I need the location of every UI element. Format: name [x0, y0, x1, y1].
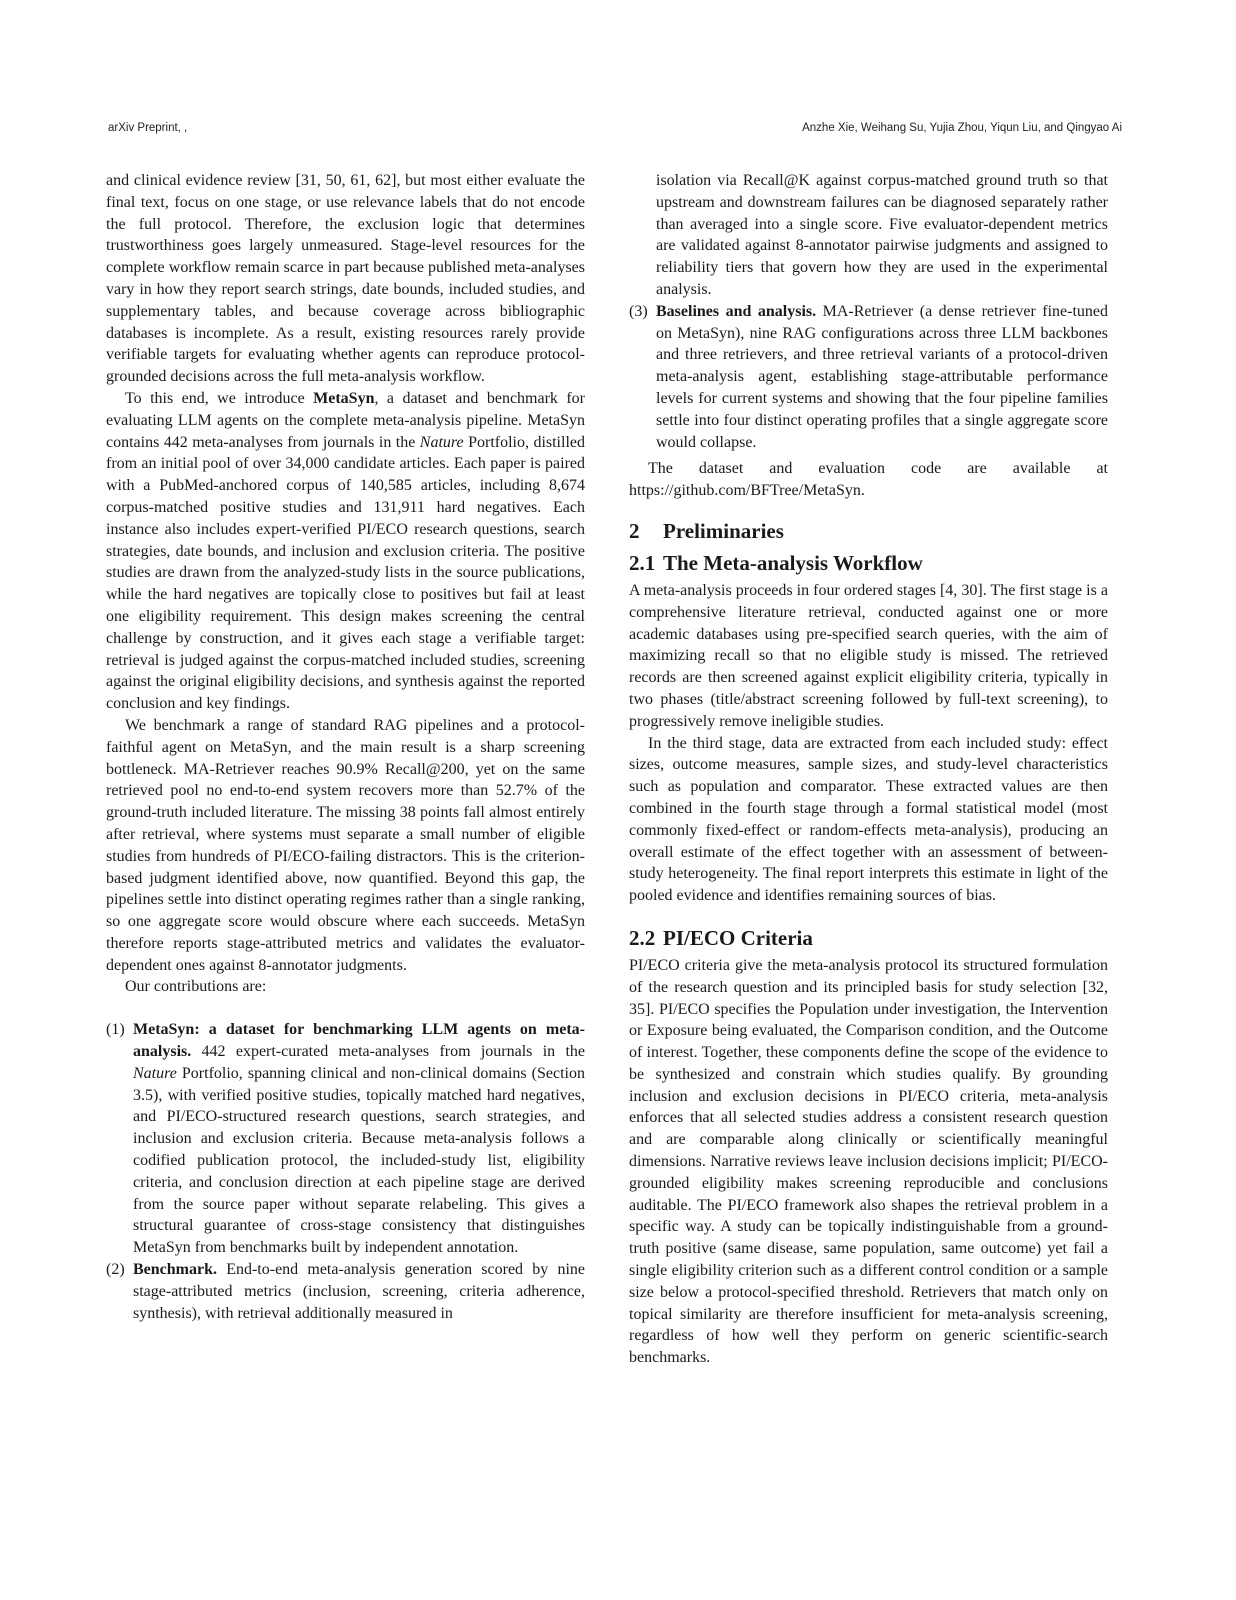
header-venue: arXiv Preprint, , [108, 122, 188, 134]
paragraph-workflow-2: In the third stage, data are extracted from each included study: effect sizes, outcome measures, sample sizes, and study-level characteristics such as population and comparator. These extracted values are then combined in the fourth stage through a formal statistical model (most commonly fixed-effect or random-effects meta-analysis), producing an overall estimate of the effect together with an assessment of between-study heterogeneity. The final report interprets this estimate in light of the pooled evidence and identifies remaining sources of bias. [629, 734, 1108, 905]
header-authors: Anzhe Xie, Weihang Su, Yujia Zhou, Yiqun Liu, and Qingyao Ai [802, 122, 1122, 134]
paragraph-metasyn-intro: To this end, we introduce MetaSyn, a dataset and benchmark for evaluating LLM agents on the complete meta-analysis pipeline. MetaSyn contains 442 meta-analyses from journals in the Nature Portfolio, distilled from an initial pool of over 34,000 candidate articles. Each paper is paired with a PubMed-anchored corpus of 140,585 articles, including 8,674 corpus-matched positive studies and 131,911 hard negatives. Each instance also includes expert-verified PI/ECO research questions, search strategies, date bounds, and inclusion and exclusion criteria. The positive studies are drawn from the analyzed-study lists in the source publications, while the hard negatives are topically close to positives but fail at least one eligibility requirement. This design makes screening the central challenge by construction, and it gives each stage a verifiable target: retrieval is judged against the corpus-matched included studies, screening against the original eligibility decisions, and synthesis against the reported conclusion and key findings. [106, 389, 586, 713]
right-column [629, 170, 1108, 1369]
running-header [108, 122, 1122, 140]
subsection-heading-pieco: 2.2 PI/ECO Criteria [629, 925, 813, 950]
paragraph-pieco: PI/ECO criteria give the meta-analysis protocol its structured formulation of the research question and its principled basis for study selection [32, 35]. PI/ECO specifies the Population under investigation, the Intervention or Exposure being evaluated, the Comparison condition, and the Outcome of interest. Together, these components define the scope of the evidence to be synthesized and constrain which studies qualify. By grounding inclusion and exclusion decisions in PI/ECO criteria, meta-analysis enforces that all selected studies address a consistent research question and are comparable along clinically or scientifically meaningful dimensions. Narrative reviews leave inclusion decisions implicit; PI/ECO-grounded eligibility makes screening reproducible and conclusions auditable. The PI/ECO framework also shapes the retrieval problem in a specific way. A study can be topically indistinguishable from a ground-truth positive (same disease, same population, same outcome) yet fail a single eligibility criterion such as a different control condition or a sample size below a protocol-specified threshold. Retrievers that match only on topical similarity are therefore insufficient for meta-analysis screening, regardless of how well they perform on generic scientific-search benchmarks. [629, 956, 1108, 1367]
journal-name: Nature [419, 433, 464, 451]
paragraph-workflow-1: A meta-analysis proceeds in four ordered stages [4, 30]. The first stage is a comprehensive literature retrieval, conducted against one or more academic databases using pre-specified search queries, with the aim of maximizing recall so that no eligible study is missed. The retrieved records are then screened against explicit eligibility criteria, typically in two phases (title/abstract screening followed by full-text screening), to progressively remove ineligible studies. [629, 581, 1108, 730]
contributions-list [106, 1019, 585, 1324]
subsection-heading-workflow: 2.1 The Meta-analysis Workflow [629, 550, 923, 575]
contributions-list-continued [629, 301, 1108, 454]
paragraph-intro-continued: and clinical evidence review [31, 50, 61, 62], but most either evaluate the final text, focus on one stage, or use relevance labels that do not encode the full protocol. Therefore, the exclusion logic that determines trustworthiness goes largely unmeasured. Stage-level resources for the complete workflow remain scarce in part because published meta-analyses vary in how they report search strings, date bounds, included studies, and supplementary tables, and because coverage across bibliographic databases is incomplete. As a result, existing resources rarely provide verifiable targets for evaluating whether agents can reproduce protocol-grounded decisions across the full meta-analysis workflow. [106, 172, 585, 386]
contribution-item-2: (2) Benchmark. End-to-end meta-analysis generation scored by nine stage-attributed metrics (inclusion, screening, criteria adherence, synthesis), with retrieval additionally measured in [106, 1261, 585, 1322]
section-heading-preliminaries: 2 Preliminaries [629, 518, 784, 543]
paragraph-benchmark-result: We benchmark a range of standard RAG pipelines and a protocol-faithful agent on MetaSyn, and the main result is a sharp screening bottleneck. MA-Retriever reaches 90.9% Recall@200, yet on the same retrieved pool no end-to-end system recovers more than 52.7% of the ground-truth included literature. The missing 38 points fall almost entirely after retrieval, where systems must separate a small number of eligible studies from hundreds of PI/ECO-failing distractors. This is the criterion-based judgment identified above, now quantified. Beyond this gap, the pipelines settle into distinct operating regimes rather than a single ranking, so one aggregate score would obscure where each succeeds. MetaSyn therefore reports stage-attributed metrics and validates the evaluator-dependent ones against 8-annotator judgments. [106, 716, 585, 974]
left-column [106, 170, 585, 1324]
paragraph-contributions-intro: Our contributions are: [125, 978, 267, 996]
contribution-item-1: (1) MetaSyn: a dataset for benchmarking LLM agents on meta-analysis. 442 expert-curated meta-analyses from journals in the Nature Portfolio, spanning clinical and non-clinical domains (Section 3.5), with verified positive studies, topically matched hard negatives, and PI/ECO-structured research questions, search strategies, and inclusion and exclusion criteria. Because meta-analysis follows a codified publication protocol, the included-study list, eligibility criteria, and conclusion direction at each pipeline stage are derived from the source paper without separate relabeling. This gives a structural guarantee of cross-stage consistency that distinguishes MetaSyn from benchmarks built by independent annotation. [106, 1021, 585, 1257]
contribution-item-3: (3) Baselines and analysis. MA-Retriever (a dense retriever fine-tuned on MetaSyn), nine RAG configurations across three LLM backbones and three retrievers, and three retrieval variants of a protocol-driven meta-analysis agent, establishing stage-attributable performance levels for current systems and showing that the four pipeline families settle into four distinct operating profiles that a single aggregate score would collapse. [629, 302, 1109, 451]
availability-statement: The dataset and evaluation code are available at https://github.com/BFTree/MetaSyn. [629, 460, 1108, 500]
contribution-item-2-continued: isolation via Recall@K against corpus-matched ground truth so that upstream and downstream failures can be diagnosed separately rather than averaged into a single score. Five evaluator-dependent metrics are validated against 8-annotator pairwise judgments and assigned to reliability tiers that govern how they are used in the experimental analysis. [656, 172, 1108, 298]
metasyn-name: MetaSyn [313, 389, 375, 407]
